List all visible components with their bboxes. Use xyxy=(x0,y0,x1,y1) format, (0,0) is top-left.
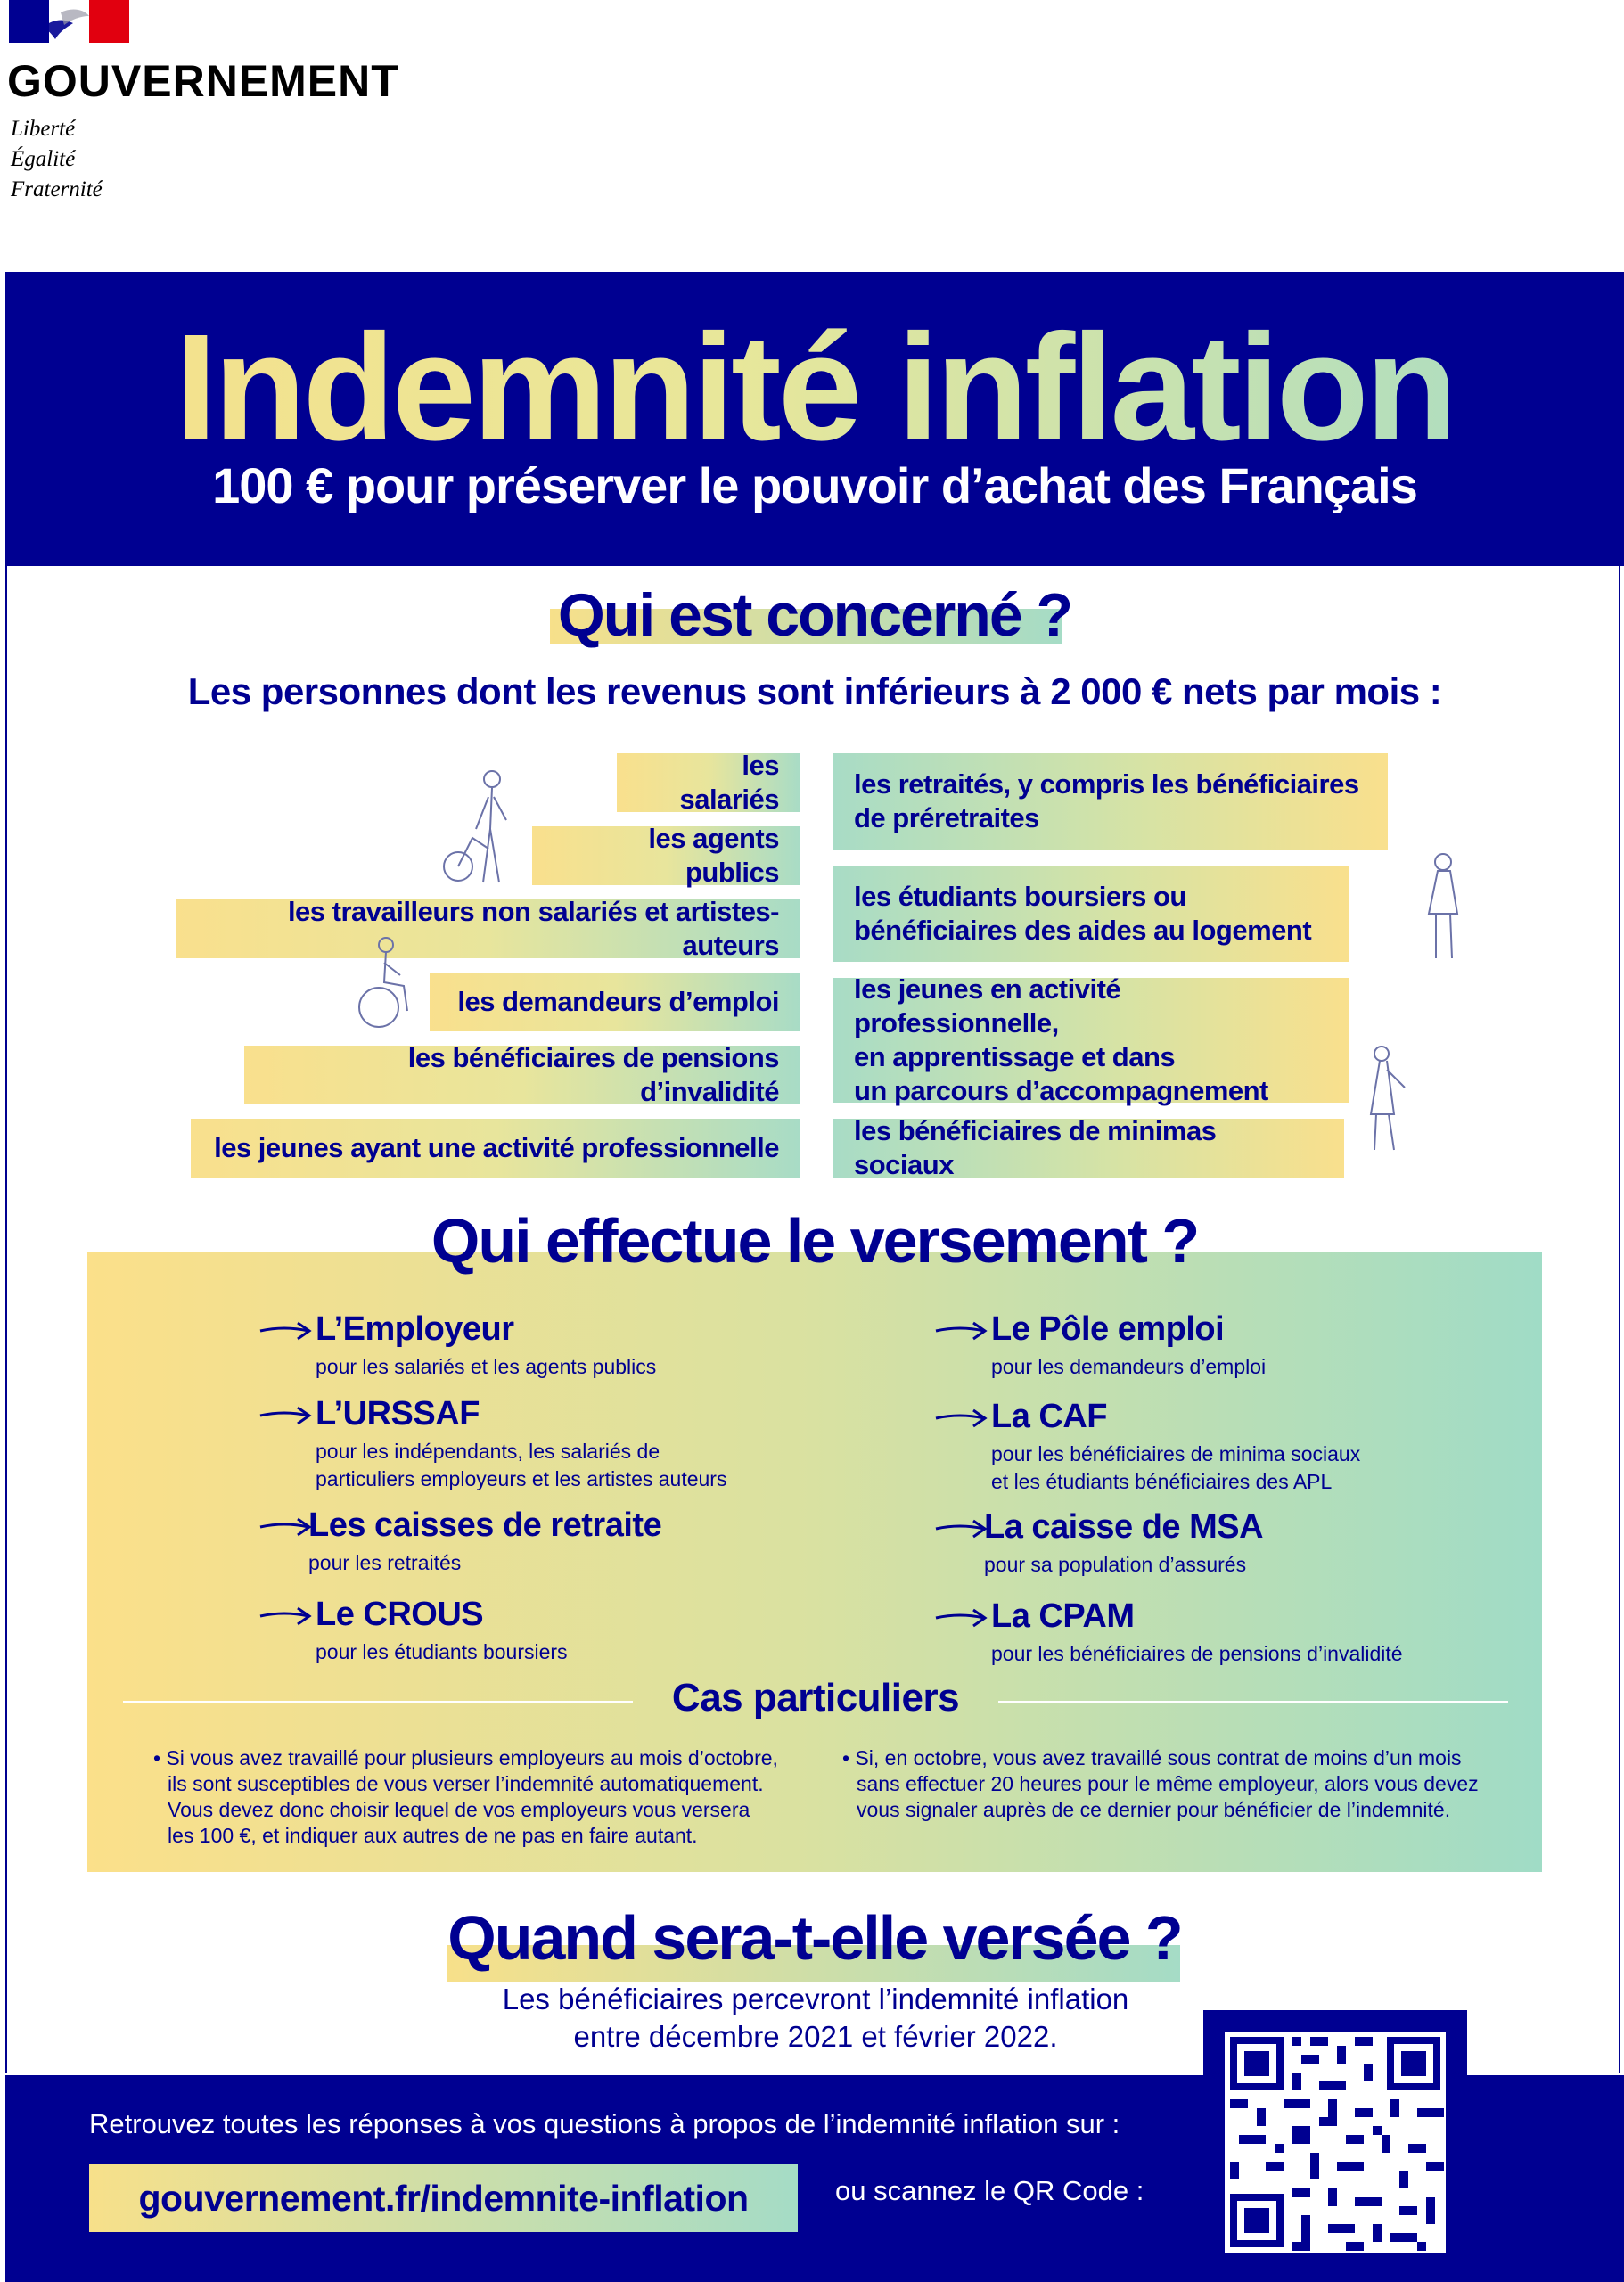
payer-name: Le CROUS xyxy=(316,1596,484,1633)
motto-egalite: Égalité xyxy=(11,147,76,171)
arrow-right-icon xyxy=(258,1601,312,1628)
category-left: les jeunes ayant une activité professionnelle xyxy=(191,1119,800,1178)
government-label: GOUVERNEMENT xyxy=(7,56,399,106)
qr-code-icon xyxy=(1203,2010,1467,2274)
category-right-line: de préretraites xyxy=(854,802,1039,833)
category-left: les travailleurs non salariés et artistes-auteurs xyxy=(176,899,800,958)
payer-desc: pour les bénéficiaires de minima sociaux et les étudiants bénéficiaires des APL xyxy=(991,1442,1361,1493)
who-heading: Qui est concerné ? xyxy=(557,581,1072,649)
divider-right xyxy=(998,1701,1508,1703)
category-right-line: les retraités, y compris les bénéficiaires xyxy=(854,768,1359,800)
website-link[interactable]: gouvernement.fr/indemnite-inflation xyxy=(89,2164,798,2232)
payer-desc: pour les salariés et les agents publics xyxy=(316,1355,657,1378)
motto-fraternite: Fraternité xyxy=(11,177,103,201)
payer-desc: pour les indépendants, les salariés de particuliers employeurs et les artistes auteurs xyxy=(316,1440,727,1490)
category-left: les demandeurs d’emploi xyxy=(430,973,800,1031)
cyclist-illustration-icon xyxy=(437,767,526,891)
when-heading: Quand sera-t-elle versée ? xyxy=(447,1903,1182,1973)
category-right-line: bénéficiaires des aides au logement xyxy=(854,915,1312,946)
payer-desc: pour sa population d’assurés xyxy=(984,1553,1247,1576)
category-right-line: les jeunes en activité professionnelle, xyxy=(854,973,1121,1038)
payer-name: Les caisses de retraite xyxy=(308,1506,662,1544)
payer-name: La CPAM xyxy=(991,1597,1135,1635)
who-lead: Les personnes dont les revenus sont inférieurs à 2 000 € nets par mois : xyxy=(187,670,1442,712)
payer-name: Le Pôle emploi xyxy=(991,1310,1225,1348)
arrow-right-icon xyxy=(258,1400,312,1427)
divider-left xyxy=(123,1701,633,1703)
marianne-flag-icon xyxy=(9,0,129,43)
motto-liberte: Liberté xyxy=(11,117,76,141)
category-right-line: en apprentissage et dans xyxy=(854,1041,1176,1072)
page-subtitle: 100 € pour préserver le pouvoir d’achat des Français xyxy=(212,457,1417,513)
walking-person-illustration-icon xyxy=(1353,1043,1415,1154)
arrow-right-icon xyxy=(934,1316,988,1342)
arrow-right-icon xyxy=(258,1512,312,1539)
motto xyxy=(11,114,103,205)
category-left: les bénéficiaires de pensions d’invalidité xyxy=(244,1046,800,1104)
category-left: les salariés xyxy=(617,753,800,812)
elderly-person-illustration-icon xyxy=(1422,851,1466,967)
wheelchair-illustration-icon xyxy=(352,936,423,1034)
arrow-right-icon xyxy=(934,1514,988,1540)
payer-desc: pour les étudiants boursiers xyxy=(316,1640,568,1663)
category-right-line: les étudiants boursiers ou xyxy=(854,881,1186,912)
payer-name: La CAF xyxy=(991,1398,1107,1435)
payer-name: L’Employeur xyxy=(316,1310,514,1348)
special-case-note-right: • Si, en octobre, vous avez travaillé sous contrat de moins d’un mois sans effectuer 20 heures pour le même employeur, alors vous devez vous signaler auprès de ce dernier pour bénéficier de l’indemnité. xyxy=(842,1746,1479,1821)
payment-heading: Qui effectue le versement ? xyxy=(431,1206,1199,1276)
payer-desc: pour les demandeurs d’emploi xyxy=(991,1355,1267,1378)
category-right xyxy=(833,753,1388,850)
arrow-right-icon xyxy=(934,1603,988,1629)
special-case-note-left: • Si vous avez travaillé pour plusieurs employeurs au mois d’octobre, ils sont susceptibles de vous verser l’indemnité automatiquement. Vous devez donc choisir lequel de vos employeurs vous versera les 100 €, et indiquer aux autres de ne pas en faire autant. xyxy=(153,1746,778,1847)
payer-name: La caisse de MSA xyxy=(984,1508,1264,1546)
category-right xyxy=(833,866,1349,962)
category-left: les agents publics xyxy=(532,826,800,885)
footer-text: Retrouvez toutes les réponses à vos questions à propos de l’indemnité inflation sur : xyxy=(89,2108,1120,2139)
scan-text: ou scannez le QR Code : xyxy=(835,2175,1144,2206)
category-right: les bénéficiaires de minimas sociaux xyxy=(833,1119,1344,1178)
page-title: Indemnité inflation xyxy=(5,312,1624,464)
special-cases-heading: Cas particuliers xyxy=(671,1676,960,1720)
category-right-line: un parcours d’accompagnement xyxy=(854,1075,1268,1106)
qr-code[interactable] xyxy=(1203,2010,1467,2274)
arrow-right-icon xyxy=(934,1403,988,1430)
category-right xyxy=(833,973,1349,1106)
arrow-right-icon xyxy=(258,1316,312,1342)
when-text: Les bénéficiaires percevront l’indemnité inflation entre décembre 2021 et février 2022. xyxy=(502,1982,1129,2053)
government-logo xyxy=(0,0,463,223)
payer-name: L’URSSAF xyxy=(316,1395,480,1432)
payer-desc: pour les bénéficiaires de pensions d’invalidité xyxy=(991,1642,1403,1665)
payer-desc: pour les retraités xyxy=(308,1551,462,1574)
